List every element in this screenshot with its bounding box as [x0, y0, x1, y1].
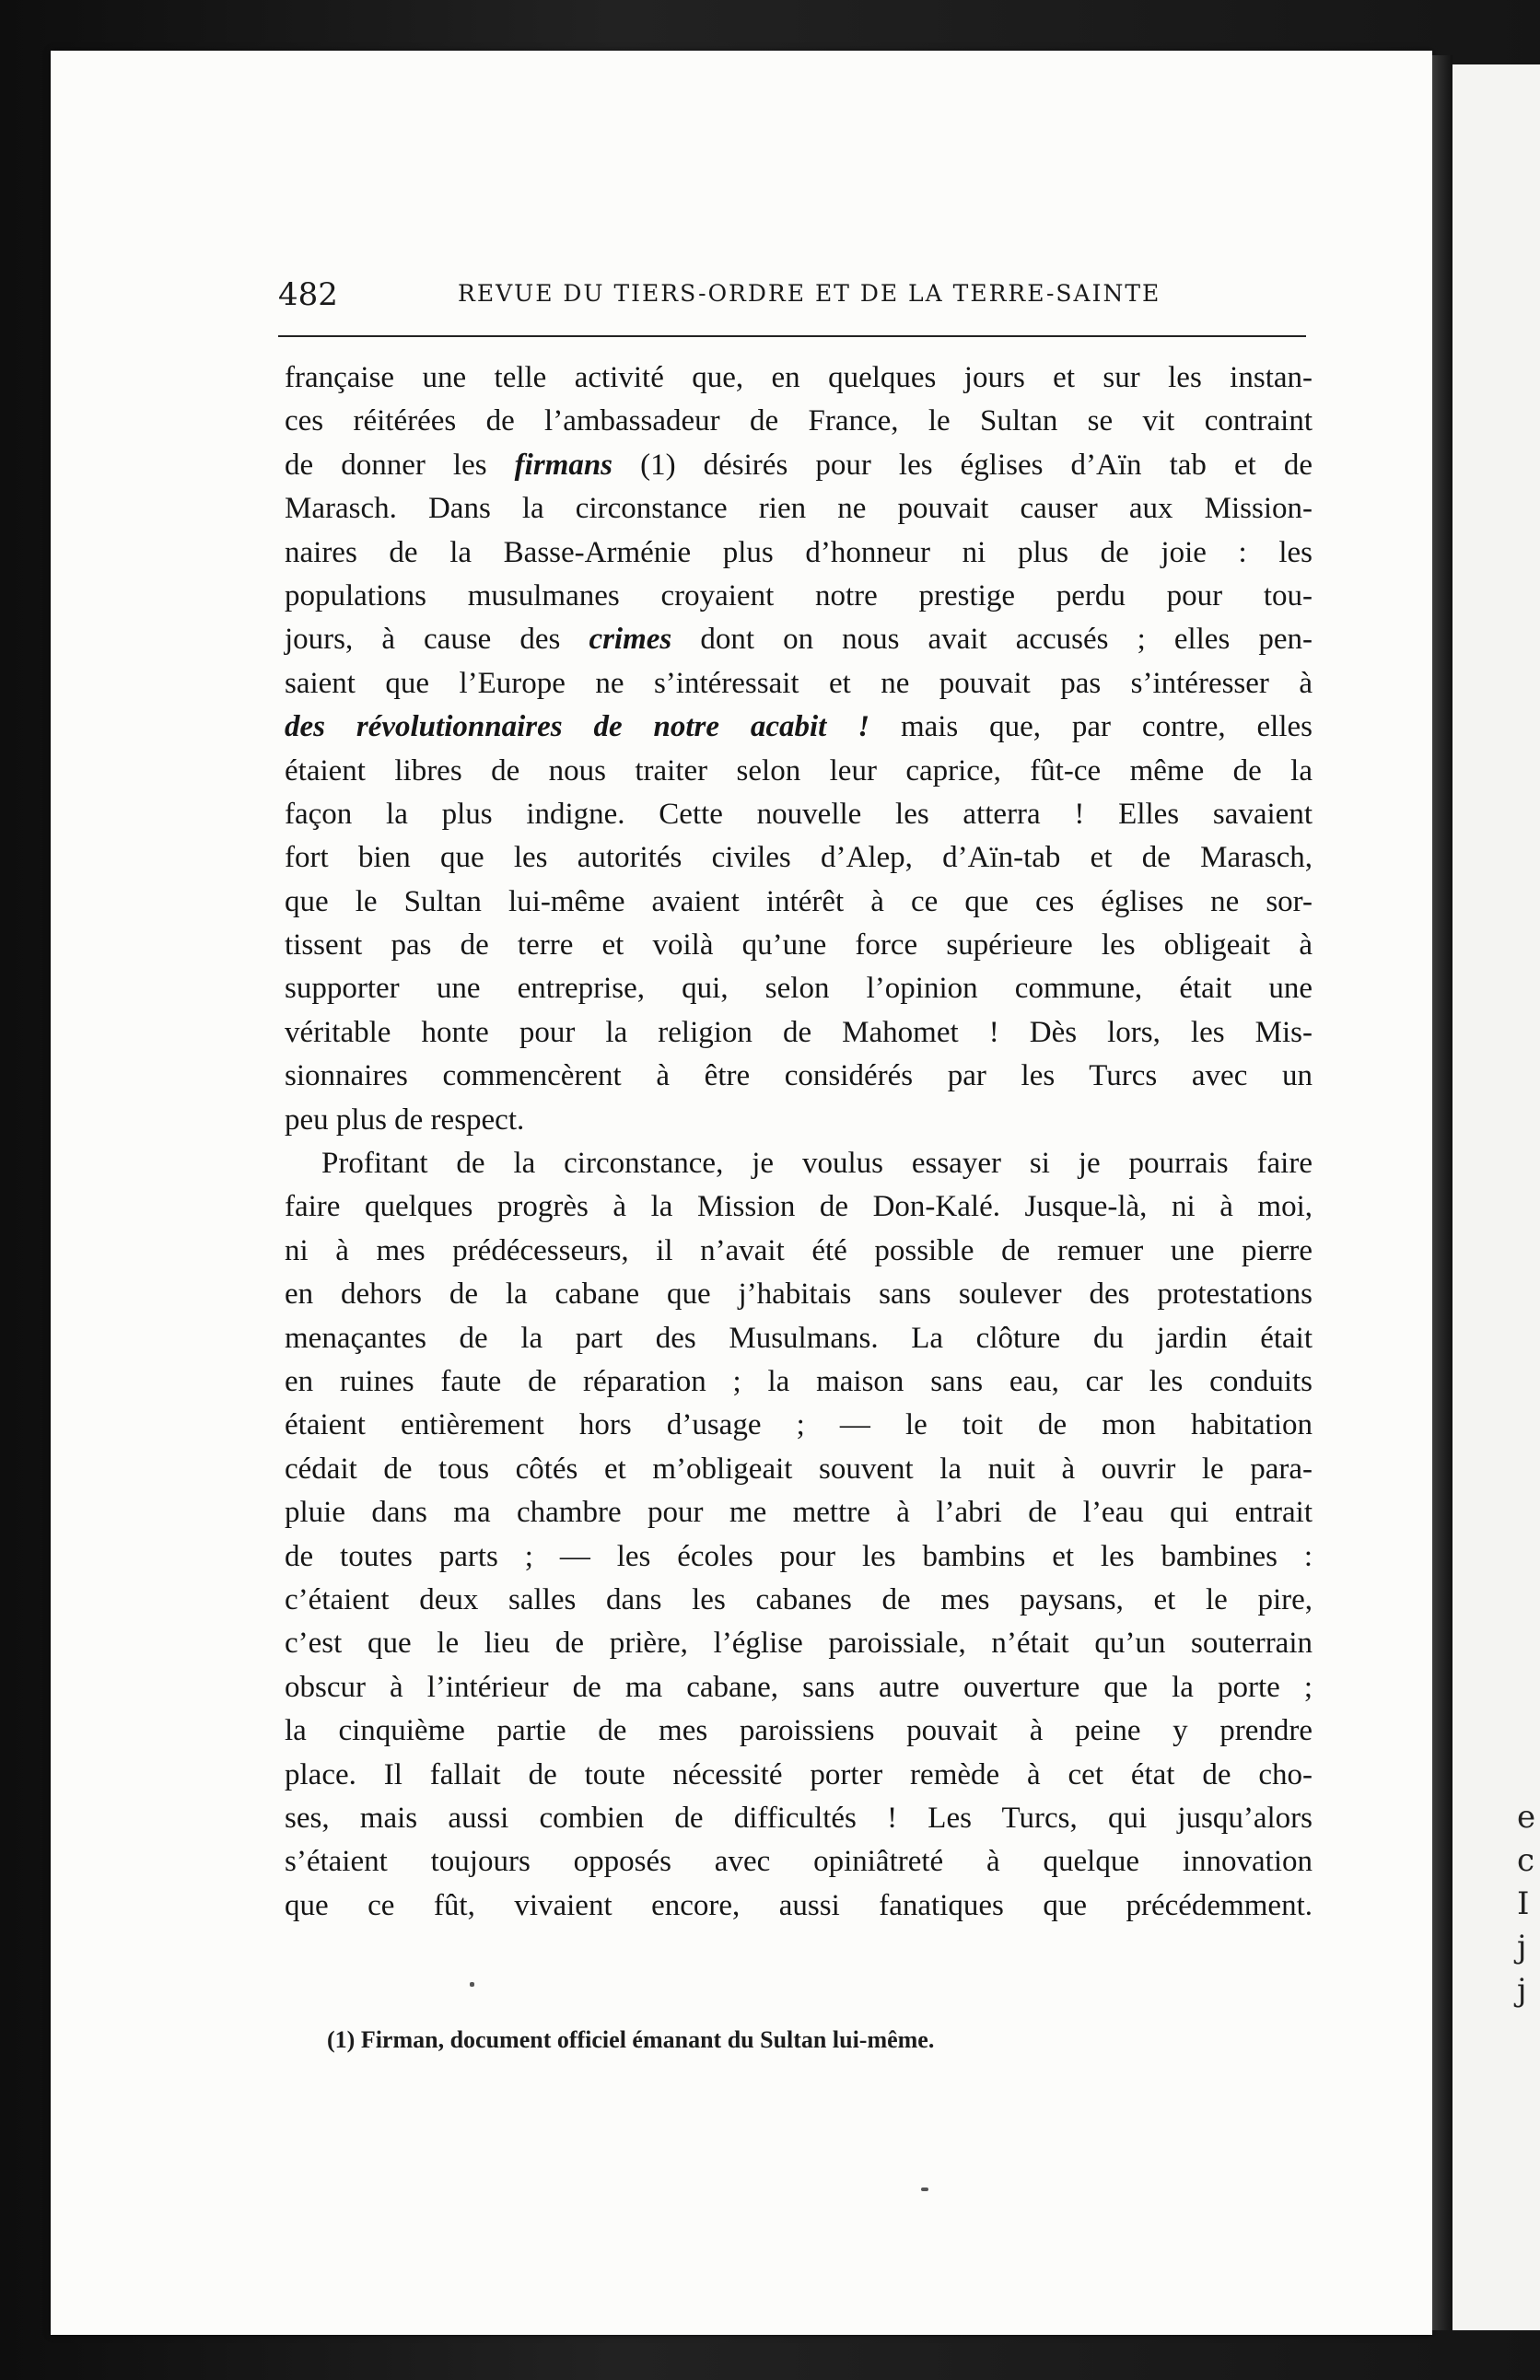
- text-line: étaient entièrement hors d’usage ; — le toit de mon habitation: [285, 1408, 1312, 1442]
- page-header: [278, 276, 1306, 322]
- text-line: la cinquième partie de mes paroissiens pouvait à peine y prendre: [285, 1714, 1312, 1748]
- text-line: ses, mais aussi combien de difficultés ! Les Turcs, qui jusqu’alors: [285, 1801, 1312, 1835]
- text-line: c’est que le lieu de prière, l’église paroissiale, n’était qu’un souterrain: [285, 1627, 1312, 1661]
- text-line: tissent pas de terre et voilà qu’une force supérieure les obligeait à: [285, 928, 1312, 962]
- body-text: [285, 356, 1312, 1928]
- adjacent-page-glyphs: [1517, 1796, 1535, 2012]
- text-line: populations musulmanes croyaient notre prestige perdu pour tou-: [285, 578, 1312, 612]
- text-line: saient que l’Europe ne s’intéressait et ne pouvait pas s’intéresser à: [285, 666, 1312, 700]
- header-rule: [278, 335, 1306, 337]
- text-line: ces réitérées de l’ambassadeur de France, le Sultan se vit contraint: [285, 404, 1312, 438]
- text-line: menaçantes de la part des Musulmans. La clôture du jardin était: [285, 1321, 1312, 1355]
- text-line: sionnaires commencèrent à être considérés par les Turcs avec un: [285, 1059, 1312, 1093]
- ink-speck: [921, 2188, 928, 2191]
- adjacent-glyph: j: [1517, 1929, 1527, 1966]
- text-line: que ce fût, vivaient encore, aussi fanatiques que précédemment.: [285, 1888, 1312, 1922]
- text-line: que le Sultan lui-même avaient intérêt à ce que ces églises ne sor-: [285, 884, 1312, 918]
- text-line: faire quelques progrès à la Mission de Don-Kalé. Jusque-là, ni à moi,: [285, 1190, 1312, 1224]
- adjacent-glyph: c: [1517, 1842, 1535, 1879]
- text-line: jours, à cause des crimes dont on nous avait accusés ; elles pen-: [285, 623, 1312, 657]
- adjacent-page-edge: [1452, 64, 1540, 2330]
- text-line: naires de la Basse-Arménie plus d’honneur ni plus de joie : les: [285, 535, 1312, 569]
- text-line: véritable honte pour la religion de Mahomet ! Dès lors, les Mis-: [285, 1015, 1312, 1049]
- text-line: des révolutionnaires de notre acabit ! mais que, par contre, elles: [285, 710, 1312, 744]
- text-line: fort bien que les autorités civiles d’Alep, d’Aïn-tab et de Marasch,: [285, 841, 1312, 875]
- text-line: pluie dans ma chambre pour me mettre à l’abri de l’eau qui entrait: [285, 1496, 1312, 1530]
- page-number: 482: [278, 276, 338, 313]
- text-line: cédait de tous côtés et m’obligeait souvent la nuit à ouvrir le para-: [285, 1452, 1312, 1486]
- footnote: (1) Firman, document officiel émanant du Sultan lui-même.: [327, 2026, 935, 2053]
- running-head: REVUE DU TIERS-ORDRE ET DE LA TERRE-SAINTE: [458, 280, 1161, 307]
- text-line: s’étaient toujours opposés avec opiniâtreté à quelque innovation: [285, 1845, 1312, 1879]
- text-line: étaient libres de nous traiter selon leur caprice, fût-ce même de la: [285, 753, 1312, 788]
- text-line: obscur à l’intérieur de ma cabane, sans autre ouverture que la porte ;: [285, 1670, 1312, 1704]
- page-gutter-shadow: [1432, 55, 1452, 2330]
- adjacent-glyph: I: [1517, 1885, 1530, 1922]
- text-line: en ruines faute de réparation ; la maison sans eau, car les conduits: [285, 1364, 1312, 1398]
- text-line: Profitant de la circonstance, je voulus essayer si je pourrais faire: [321, 1147, 1312, 1181]
- text-line: place. Il fallait de toute nécessité porter remède à cet état de cho-: [285, 1757, 1312, 1791]
- text-line: supporter une entreprise, qui, selon l’opinion commune, était une: [285, 972, 1312, 1006]
- text-line: de toutes parts ; — les écoles pour les bambins et les bambines :: [285, 1539, 1312, 1573]
- text-line: façon la plus indigne. Cette nouvelle les atterra ! Elles savaient: [285, 797, 1312, 831]
- text-line: en dehors de la cabane que j’habitais sans soulever des protestations: [285, 1278, 1312, 1312]
- ink-speck: [470, 1982, 474, 1987]
- text-line: c’étaient deux salles dans les cabanes de mes paysans, et le pire,: [285, 1582, 1312, 1616]
- text-line: peu plus de respect.: [285, 1102, 525, 1137]
- text-line: Marasch. Dans la circonstance rien ne pouvait causer aux Mission-: [285, 492, 1312, 526]
- adjacent-glyph: j: [1517, 1972, 1527, 2009]
- text-line: française une telle activité que, en quelques jours et sur les instan-: [285, 361, 1312, 394]
- adjacent-glyph: e: [1517, 1799, 1536, 1836]
- text-line: de donner les firmans (1) désirés pour les églises d’Aïn tab et de: [285, 448, 1312, 482]
- text-line: ni à mes prédécesseurs, il n’avait été possible de remuer une pierre: [285, 1233, 1312, 1267]
